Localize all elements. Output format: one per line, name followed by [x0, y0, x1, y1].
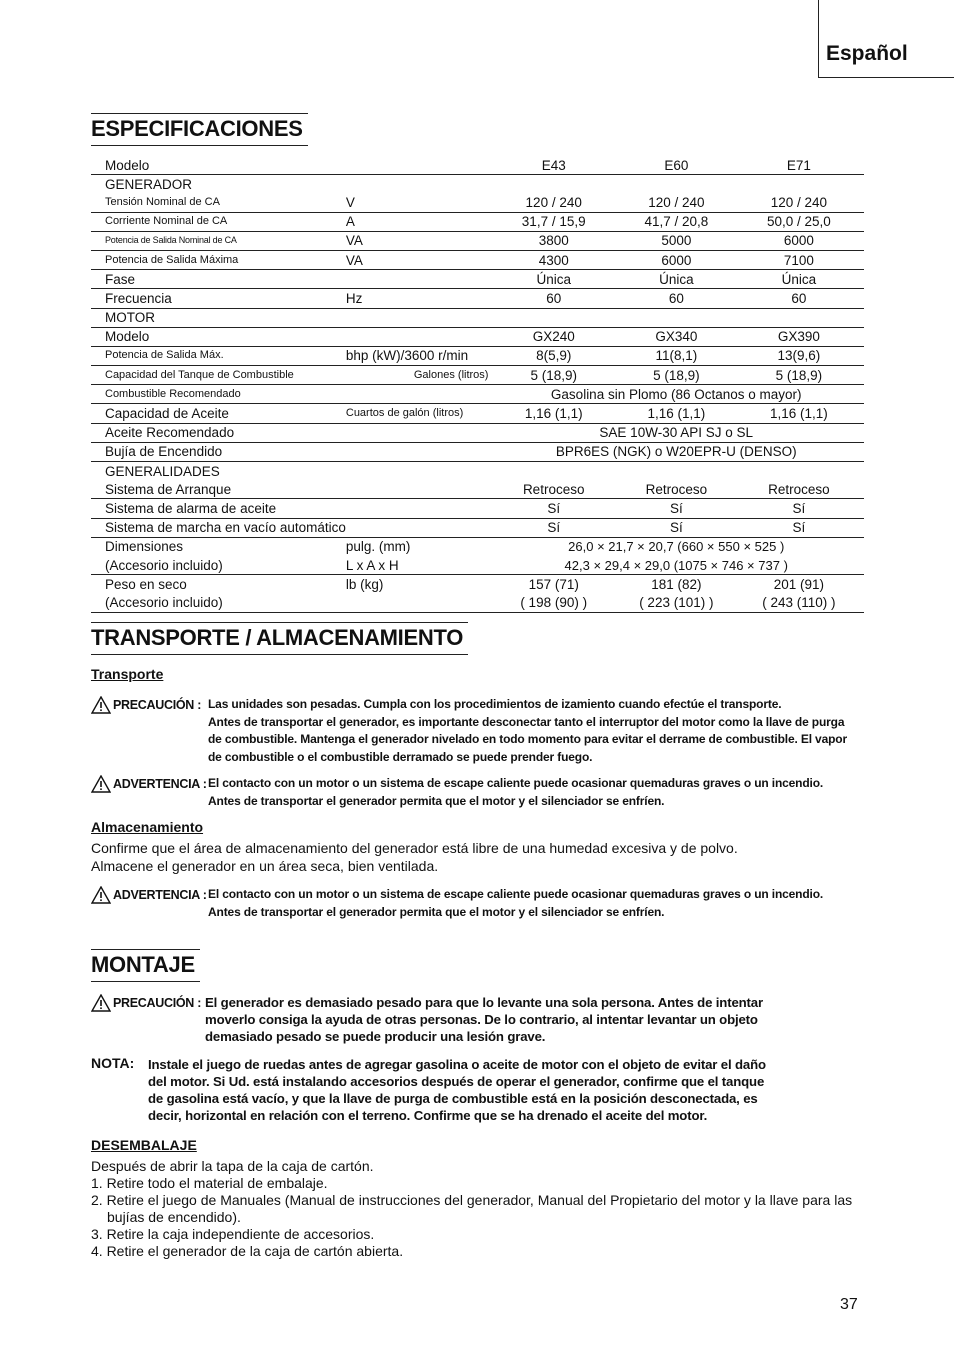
spec-value: SAE 10W-30 API SJ o SL	[488, 423, 864, 442]
spec-value: Sí	[619, 499, 734, 518]
spec-value: Retroceso	[488, 480, 619, 499]
spec-unit	[346, 423, 489, 442]
montaje-heading: MONTAJE	[91, 949, 200, 982]
spec-label: Potencia de Salida Máx.	[91, 346, 346, 365]
spec-unit: lb (kg)	[345, 576, 384, 592]
page-number: 37	[840, 1296, 858, 1313]
spec-unit: Hz	[346, 289, 489, 308]
spec-value: 6000	[619, 250, 734, 269]
spec-value	[734, 308, 864, 327]
spec-label: Combustible Recomendado	[91, 385, 346, 404]
spec-label: Fase	[91, 270, 346, 289]
spec-label: GENERALIDADES	[105, 463, 220, 479]
spec-row	[91, 366, 864, 385]
storage-warning	[91, 886, 871, 922]
spec-unit	[346, 593, 489, 612]
storage-subheading: Almacenamiento	[91, 819, 204, 835]
transport-warning-text	[208, 775, 823, 810]
spec-value: Única	[734, 270, 864, 289]
spec-value	[488, 175, 619, 194]
warning-line: El contacto con un motor o un sistema de escape caliente puede ocasionar quemaduras graves o un incendio.	[208, 776, 824, 790]
spec-label: Sistema de marcha en vacío automático	[91, 518, 346, 537]
spec-heading: ESPECIFICACIONES	[91, 113, 308, 146]
spec-unit: VA	[346, 250, 489, 269]
caution-label-text: PRECAUCIÓN :	[113, 698, 202, 712]
montaje-caution	[91, 994, 871, 1048]
warning-triangle-icon	[91, 696, 111, 714]
nota-line: del motor. Si Ud. está instalando accesorios después de operar el generador, confirme que el tanque	[148, 1074, 765, 1089]
spec-unit	[346, 270, 489, 289]
spec-row	[91, 308, 864, 327]
spec-value: 31,7 / 15,9	[488, 212, 619, 231]
spec-row	[91, 462, 864, 481]
spec-value: 4300	[488, 250, 619, 269]
spec-value	[488, 462, 619, 481]
transport-subheading: Transporte	[91, 666, 164, 682]
transport-warning	[91, 775, 871, 811]
warning-label	[91, 775, 207, 793]
spec-unit	[346, 518, 489, 537]
language-tab-frame	[818, 0, 954, 78]
storage-paragraph	[91, 840, 851, 875]
spec-unit	[346, 462, 489, 481]
caution-line: Las unidades son pesadas. Cumpla con los procedimientos de izamiento cuando efectúe el transporte.	[208, 697, 782, 711]
spec-value: E43	[488, 156, 619, 175]
spec-value: Gasolina sin Plomo (86 Octanos o mayor)	[488, 385, 864, 404]
warning-label-text: ADVERTENCIA :	[113, 777, 207, 791]
spec-value	[734, 175, 864, 194]
spec-value: 1,16 (1,1)	[619, 404, 734, 423]
unpacking-list	[91, 1158, 861, 1260]
spec-row	[91, 270, 864, 289]
spec-label: Bujía de Encendido	[91, 442, 346, 461]
spec-label: (Accesorio incluido)	[91, 556, 346, 575]
spec-row	[91, 289, 864, 308]
nota-text	[148, 1056, 868, 1124]
spec-value: E71	[734, 156, 864, 175]
spec-label: Frecuencia	[91, 289, 346, 308]
spec-unit	[346, 308, 489, 327]
spec-value: GX340	[619, 327, 734, 346]
unpacking-subheading: DESEMBALAJE	[91, 1137, 197, 1153]
spec-value: 3800	[488, 231, 619, 250]
spec-value: 8(5,9)	[488, 346, 619, 365]
spec-value: 5 (18,9)	[734, 366, 864, 385]
warning-triangle-icon	[91, 994, 111, 1012]
spec-label: Sistema de Arranque	[91, 480, 346, 499]
spec-row	[91, 156, 864, 175]
spec-value	[619, 462, 734, 481]
spec-label: Potencia de Salida Máxima	[91, 250, 346, 269]
spec-label: Modelo	[91, 156, 346, 175]
unpacking-step: 4. Retire el generador de la caja de cartón abierta.	[91, 1243, 404, 1259]
spec-row	[91, 193, 864, 212]
spec-row	[91, 593, 864, 612]
spec-value: Única	[619, 270, 734, 289]
unpacking-step: 1. Retire todo el material de embalaje.	[91, 1175, 328, 1191]
spec-table	[91, 156, 864, 613]
spec-value: 5 (18,9)	[488, 366, 619, 385]
spec-value: 41,7 / 20,8	[619, 212, 734, 231]
spec-value: 1,16 (1,1)	[488, 404, 619, 423]
spec-value: 60	[734, 289, 864, 308]
transport-heading: TRANSPORTE / ALMACENAMIENTO	[91, 622, 468, 655]
spec-row	[91, 250, 864, 269]
unpacking-step: 3. Retire la caja independiente de accesorios.	[91, 1226, 375, 1242]
spec-unit: Galones (litros)	[346, 366, 489, 385]
spec-label: Dimensiones	[105, 539, 184, 555]
spec-label: Capacidad de Aceite	[91, 404, 346, 423]
spec-value: 120 / 240	[619, 193, 734, 212]
warning-triangle-icon	[91, 886, 111, 904]
spec-label: Modelo	[91, 327, 346, 346]
spec-value	[619, 175, 734, 194]
warning-line: Antes de transportar el generador permita que el motor y el silenciador se enfríen.	[208, 793, 665, 808]
spec-value: 157 (71)	[528, 576, 579, 592]
spec-value: 50,0 / 25,0	[734, 212, 864, 231]
spec-unit: pulg. (mm)	[345, 539, 411, 555]
spec-label: MOTOR	[91, 308, 346, 327]
warning-triangle-icon	[91, 775, 111, 793]
spec-label: Potencia de Salida Nominal de CA	[91, 231, 346, 250]
spec-row	[91, 175, 864, 194]
nota-line: decir, horizontal en relación con el terreno. Confirme que se ha drenado el aceite del motor.	[148, 1108, 708, 1123]
spec-row	[91, 556, 864, 575]
spec-row	[91, 518, 864, 537]
spec-value: 120 / 240	[734, 193, 864, 212]
spec-value: GX240	[488, 327, 619, 346]
caution-line: de combustible o el combustible derramado se puede prender fuego.	[208, 749, 593, 764]
spec-unit: Cuartos de galón (litros)	[346, 404, 489, 423]
spec-label: Sistema de alarma de aceite	[91, 499, 346, 518]
spec-unit: V	[346, 193, 489, 212]
spec-value: Sí	[734, 499, 864, 518]
spec-value: 5 (18,9)	[619, 366, 734, 385]
spec-value: 60	[619, 289, 734, 308]
nota-label: NOTA:	[91, 1055, 135, 1071]
spec-value: GX390	[734, 327, 864, 346]
nota-line: Instale el juego de ruedas antes de agregar gasolina o aceite de motor con el objeto de evitar el daño	[148, 1057, 766, 1072]
nota-line: de gasolina está vacío, y que la llave de purga de combustible está en la posición desconectada, es	[148, 1091, 758, 1106]
unpacking-intro: Después de abrir la tapa de la caja de cartón.	[91, 1158, 374, 1174]
warning-line: El contacto con un motor o un sistema de escape caliente puede ocasionar quemaduras graves o un incendio.	[208, 887, 824, 901]
spec-row	[91, 212, 864, 231]
spec-value: 11(8,1)	[619, 346, 734, 365]
spec-value: BPR6ES (NGK) o W20EPR-U (DENSO)	[488, 442, 864, 461]
spec-unit	[346, 385, 489, 404]
spec-label: Peso en seco	[105, 576, 187, 592]
caution-label	[91, 696, 201, 714]
warning-line: Antes de transportar el generador permita que el motor y el silenciador se enfríen.	[208, 904, 665, 919]
spec-value: ( 198 (90) )	[488, 593, 619, 612]
spec-label: (Accesorio incluido)	[91, 593, 346, 612]
spec-label: Aceite Recomendado	[91, 423, 346, 442]
spec-value: 26,0 × 21,7 × 20,7 (660 × 550 × 525 )	[568, 539, 785, 555]
spec-value: Única	[488, 270, 619, 289]
spec-unit: bhp (kW)/3600 r/min	[346, 346, 489, 365]
spec-row	[91, 346, 864, 365]
spec-row	[91, 537, 864, 556]
spec-value: 5000	[619, 231, 734, 250]
spec-row	[91, 327, 864, 346]
spec-value: 42,3 × 29,4 × 29,0 (1075 × 746 × 737 )	[488, 556, 864, 575]
spec-label: Tensión Nominal de CA	[91, 193, 346, 212]
unpacking-step: 2. Retire el juego de Manuales (Manual de instrucciones del generador, Manual del Propietario del motor y la llave para las bujías de encendido).	[91, 1192, 853, 1225]
spec-row	[91, 480, 864, 499]
spec-value: Sí	[488, 499, 619, 518]
spec-value: Sí	[734, 518, 864, 537]
spec-label: Capacidad del Tanque de Combustible	[91, 366, 346, 385]
spec-value: Sí	[619, 518, 734, 537]
spec-value	[619, 308, 734, 327]
spec-value: ( 243 (110) )	[734, 593, 864, 612]
spec-unit: L x A x H	[346, 556, 489, 575]
spec-value: 201 (91)	[773, 576, 824, 592]
spec-unit	[346, 442, 489, 461]
spec-label: Corriente Nominal de CA	[91, 212, 346, 231]
caution-line: de combustible. Mantenga el generador nivelado en todo momento para evitar el derrame de combustible. El vapor	[208, 732, 847, 746]
storage-warning-text	[208, 886, 823, 921]
caution-label-text: PRECAUCIÓN :	[113, 996, 202, 1010]
warning-label-text: ADVERTENCIA :	[113, 888, 207, 902]
spec-value: 120 / 240	[488, 193, 619, 212]
spec-value	[488, 308, 619, 327]
caution-label	[91, 994, 201, 1012]
spec-row	[91, 385, 864, 404]
spec-value: 6000	[734, 231, 864, 250]
spec-row	[91, 442, 864, 461]
caution-line: Antes de transportar el generador, es importante desconectar tanto el interruptor del motor como la llave de purga	[208, 714, 845, 729]
spec-value: Retroceso	[734, 480, 864, 499]
warning-label	[91, 886, 207, 904]
caution-line: moverlo consiga la ayuda de otras personas. De lo contrario, al intentar levantar un objeto	[205, 1012, 758, 1027]
spec-row	[91, 231, 864, 250]
spec-row	[91, 423, 864, 442]
spec-value: 1,16 (1,1)	[734, 404, 864, 423]
spec-value: Sí	[488, 518, 619, 537]
spec-unit	[346, 480, 489, 499]
storage-line: Confirme que el área de almacenamiento del generador está libre de una humedad excesiva y de polvo.	[91, 840, 738, 856]
spec-value: ( 223 (101) )	[619, 593, 734, 612]
spec-unit	[346, 156, 489, 175]
spec-value: E60	[619, 156, 734, 175]
spec-row	[91, 404, 864, 423]
spec-value	[734, 462, 864, 481]
spec-row	[91, 499, 864, 518]
caution-line: El generador es demasiado pesado para que lo levante una sola persona. Antes de intentar	[205, 995, 763, 1010]
spec-label: GENERADOR	[105, 176, 193, 192]
caution-line: demasiado pesado se puede producir una lesión grave.	[205, 1029, 546, 1044]
spec-row	[91, 575, 864, 594]
spec-value: 13(9,6)	[734, 346, 864, 365]
spec-unit: VA	[346, 231, 489, 250]
spec-value: Retroceso	[619, 480, 734, 499]
transport-caution	[91, 696, 871, 768]
spec-unit	[346, 499, 489, 518]
spec-unit	[346, 327, 489, 346]
spec-value: 181 (82)	[651, 576, 702, 592]
spec-unit: A	[346, 212, 489, 231]
spec-value: 60	[488, 289, 619, 308]
spec-unit	[346, 175, 489, 194]
montaje-caution-text	[205, 994, 763, 1045]
transport-caution-text	[208, 696, 847, 766]
language-label: Español	[826, 42, 908, 65]
storage-line: Almacene el generador en un área seca, bien ventilada.	[91, 857, 439, 874]
spec-value: 7100	[734, 250, 864, 269]
